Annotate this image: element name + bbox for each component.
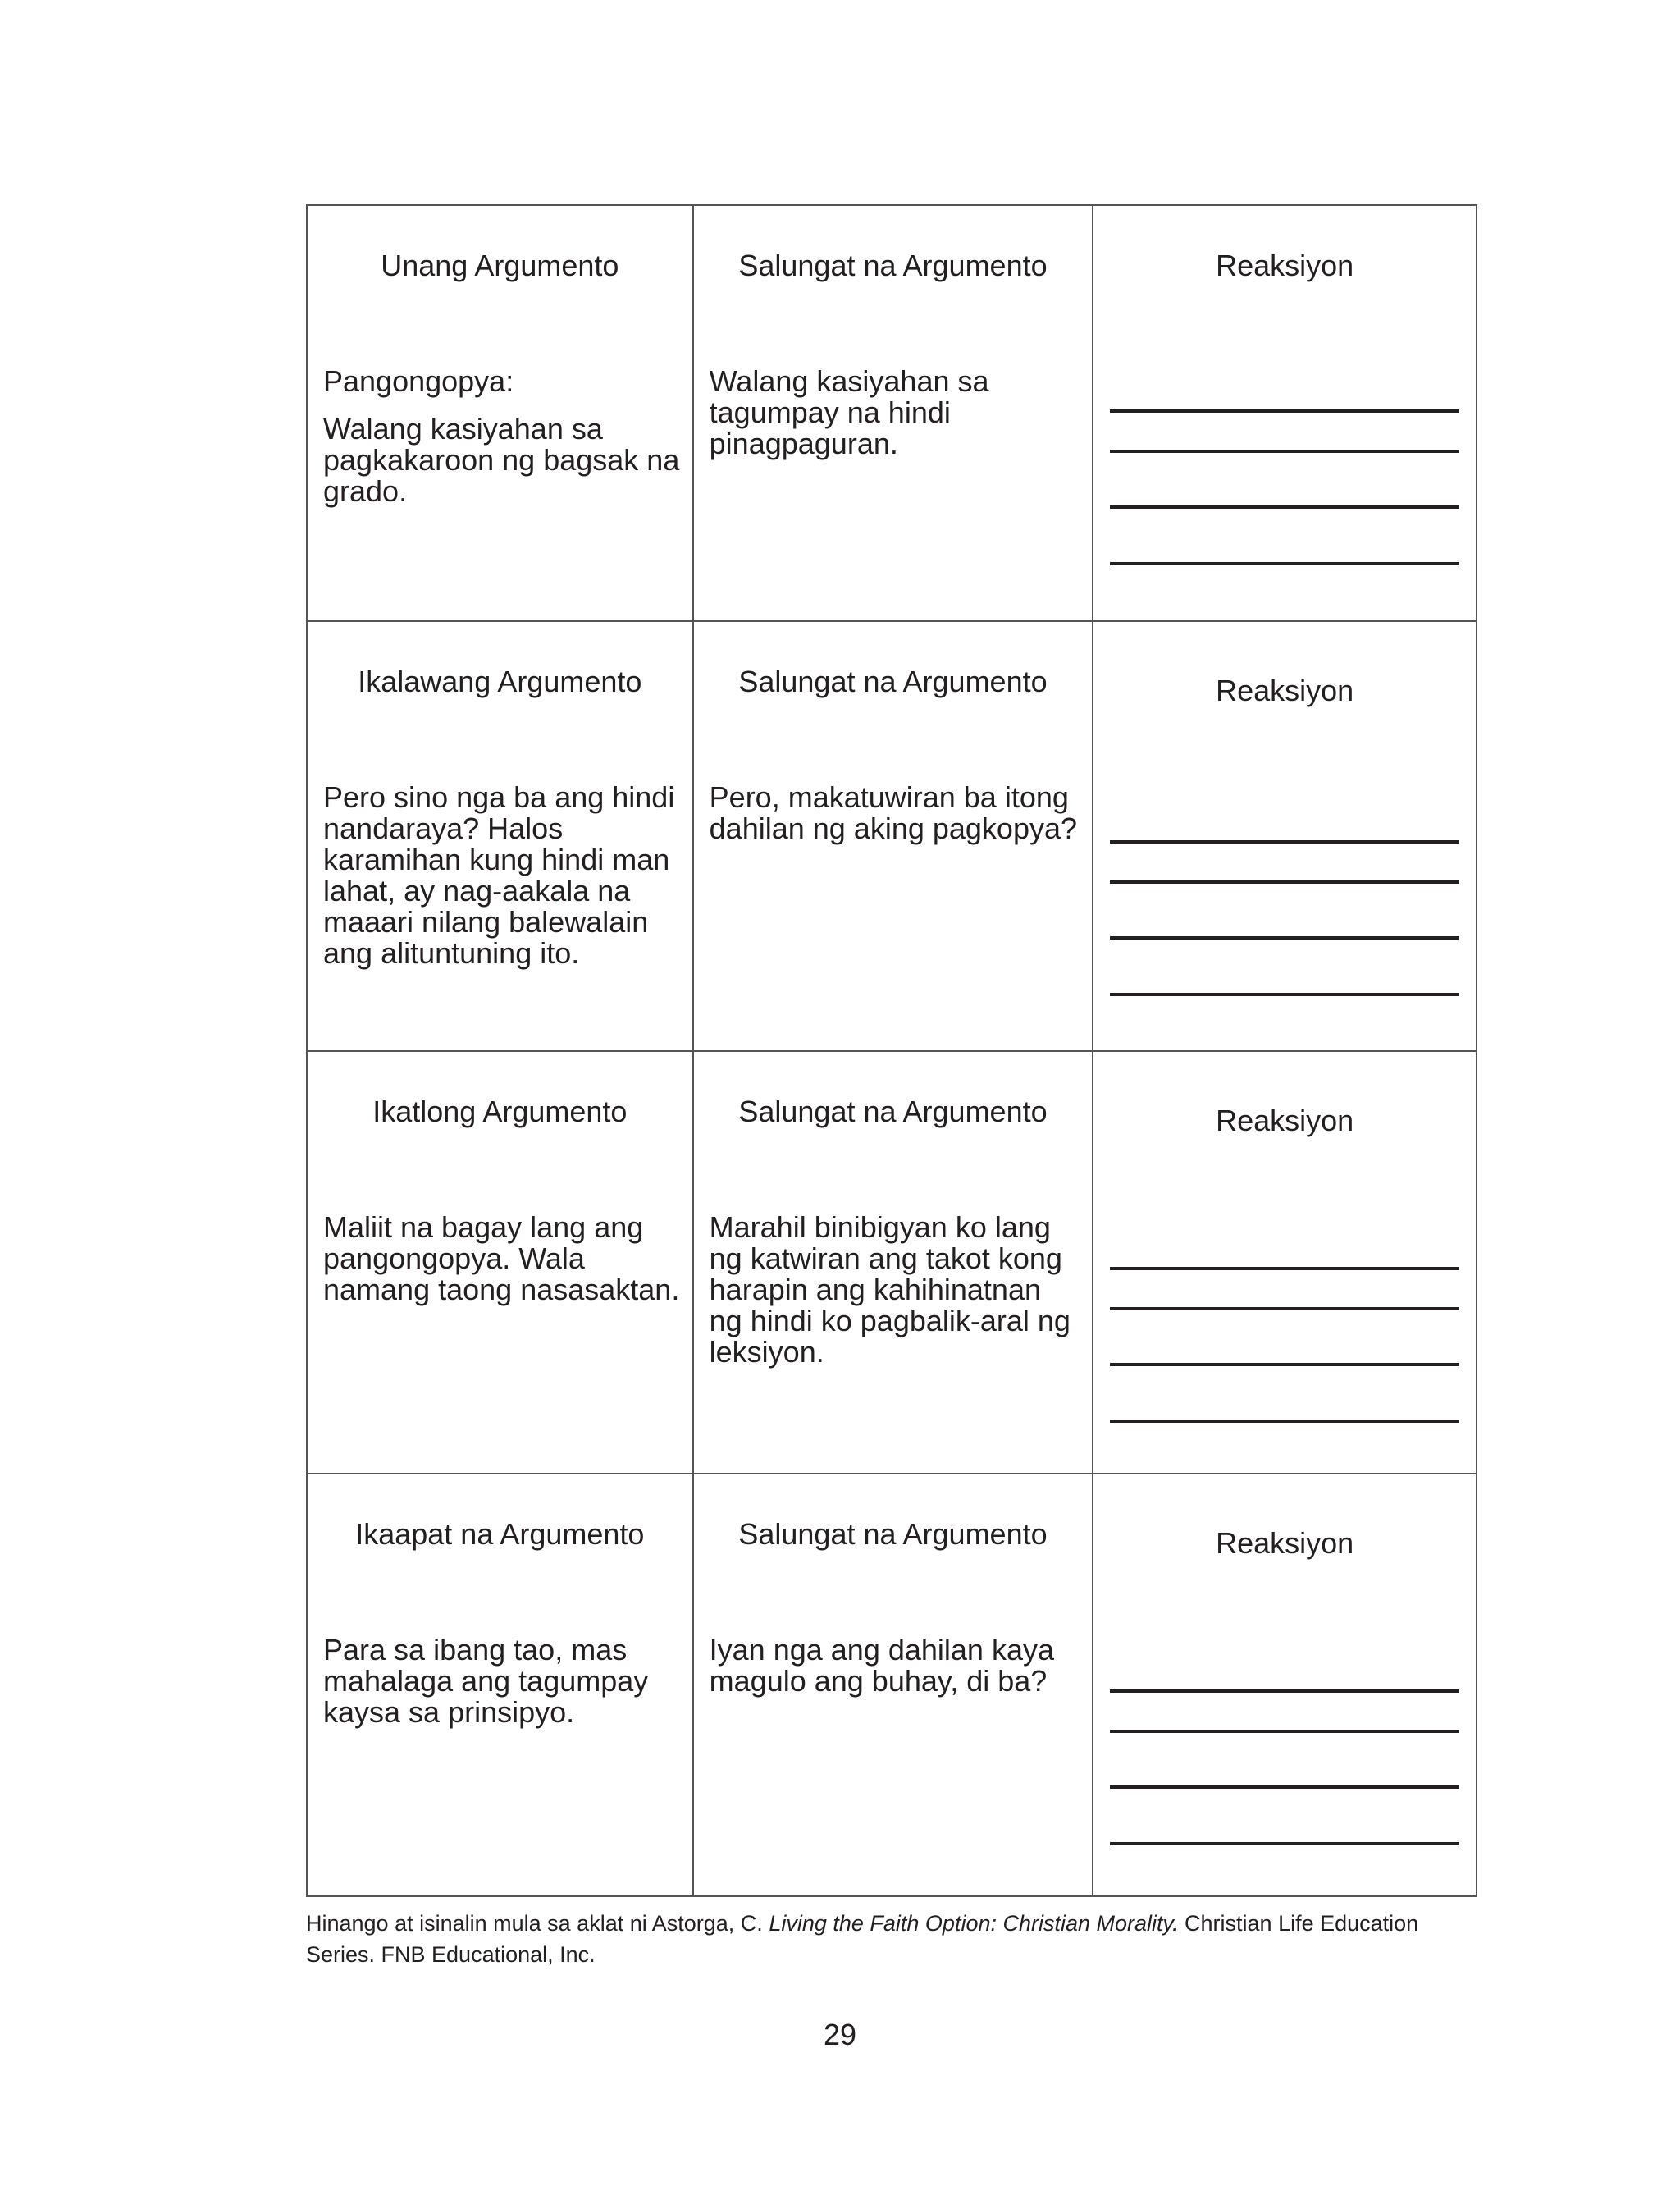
counter-argument-heading: Salungat na Argumento (738, 1517, 1048, 1551)
counter-argument-text (710, 366, 1081, 476)
answer-line[interactable] (1110, 1842, 1459, 1845)
citation-prefix: Hinango at isinalin mula sa aklat ni Astorga, C. (306, 1911, 769, 1936)
argument-label: Pangongopya: (323, 364, 514, 398)
answer-line[interactable] (1110, 840, 1459, 844)
answer-line[interactable] (1110, 936, 1459, 940)
citation-book-title: Living the Faith Option: Christian Morality. (769, 1911, 1179, 1936)
argument-heading: Ikaapat na Argumento (355, 1517, 645, 1551)
counter-argument-heading: Salungat na Argumento (738, 665, 1048, 698)
answer-line[interactable] (1110, 1307, 1459, 1310)
argument-heading: Unang Argumento (381, 249, 619, 282)
argument-table (306, 204, 1477, 1897)
answer-line[interactable] (1110, 562, 1459, 565)
answer-line[interactable] (1110, 880, 1459, 884)
answer-line[interactable] (1110, 1689, 1459, 1693)
reaction-answer-lines[interactable] (1110, 1689, 1459, 1854)
argument-paragraph: Maliit na bagay lang ang pangongopya. Wala namang taong nasasaktan. (323, 1210, 680, 1306)
table-row (307, 621, 1477, 1051)
argument-text (323, 782, 681, 985)
answer-line[interactable] (1110, 1420, 1459, 1423)
counter-argument-text (710, 1634, 1081, 1713)
counter-argument-paragraph: Iyan nga ang dahilan kaya magulo ang buhay, di ba? (709, 1633, 1054, 1698)
reaction-heading: Reaksiyon (1216, 1104, 1354, 1137)
counter-argument-paragraph: Marahil binibigyan ko lang ng katwiran ang takot kong harapin ang kahihinatnan ng hindi ko pagbalik-aral ng leksiyon. (709, 1210, 1071, 1369)
answer-line[interactable] (1110, 993, 1459, 996)
counter-argument-cell (693, 1051, 1093, 1474)
table-row (307, 1051, 1477, 1474)
counter-argument-cell (693, 621, 1093, 1051)
reaction-cell (1093, 1474, 1477, 1896)
argument-cell (307, 205, 693, 621)
argument-text (323, 366, 681, 523)
counter-argument-heading: Salungat na Argumento (738, 1095, 1048, 1128)
argument-cell (307, 1051, 693, 1474)
table-row (307, 205, 1477, 621)
argument-paragraph: Pero sino nga ba ang hindi nandaraya? Halos karamihan kung hindi man lahat, ay nag-aakala na maaari nilang balewalain ang alituntuning ito. (323, 780, 675, 970)
reaction-heading: Reaksiyon (1216, 674, 1354, 707)
counter-argument-text (710, 782, 1081, 861)
table-row (307, 1474, 1477, 1896)
argument-text (323, 1212, 681, 1322)
answer-line[interactable] (1110, 409, 1459, 413)
reaction-answer-lines[interactable] (1110, 1267, 1459, 1431)
reaction-answer-lines[interactable] (1110, 409, 1459, 574)
counter-argument-text (710, 1212, 1081, 1384)
answer-line[interactable] (1110, 1267, 1459, 1270)
argument-text (323, 1634, 681, 1744)
reaction-cell (1093, 621, 1477, 1051)
argument-cell (307, 1474, 693, 1896)
citation-suffix: Christian Life Education Series. FNB Educational, Inc. (306, 1911, 1419, 1967)
answer-line[interactable] (1110, 1363, 1459, 1366)
page-number: 29 (823, 2018, 857, 2051)
argument-cell (307, 621, 693, 1051)
argument-paragraph: Walang kasiyahan sa pagkakaroon ng bagsak na grado. (323, 412, 680, 508)
counter-argument-cell (693, 205, 1093, 621)
counter-argument-cell (693, 1474, 1093, 1896)
counter-argument-paragraph: Pero, makatuwiran ba itong dahilan ng aking pagkopya? (709, 780, 1078, 845)
answer-line[interactable] (1110, 450, 1459, 453)
reaction-answer-lines[interactable] (1110, 840, 1459, 1004)
reaction-heading: Reaksiyon (1216, 249, 1354, 282)
source-citation (306, 1908, 1487, 1970)
counter-argument-heading: Salungat na Argumento (738, 249, 1048, 282)
reaction-cell (1093, 1051, 1477, 1474)
argument-paragraph: Para sa ibang tao, mas mahalaga ang tagumpay kaysa sa prinsipyo. (323, 1633, 649, 1729)
answer-line[interactable] (1110, 505, 1459, 509)
reaction-cell (1093, 205, 1477, 621)
answer-line[interactable] (1110, 1730, 1459, 1733)
argument-heading: Ikalawang Argumento (358, 665, 642, 698)
reaction-heading: Reaksiyon (1216, 1526, 1354, 1560)
answer-line[interactable] (1110, 1785, 1459, 1789)
counter-argument-paragraph: Walang kasiyahan sa tagumpay na hindi pinagpaguran. (709, 364, 989, 460)
argument-heading: Ikatlong Argumento (372, 1095, 628, 1128)
